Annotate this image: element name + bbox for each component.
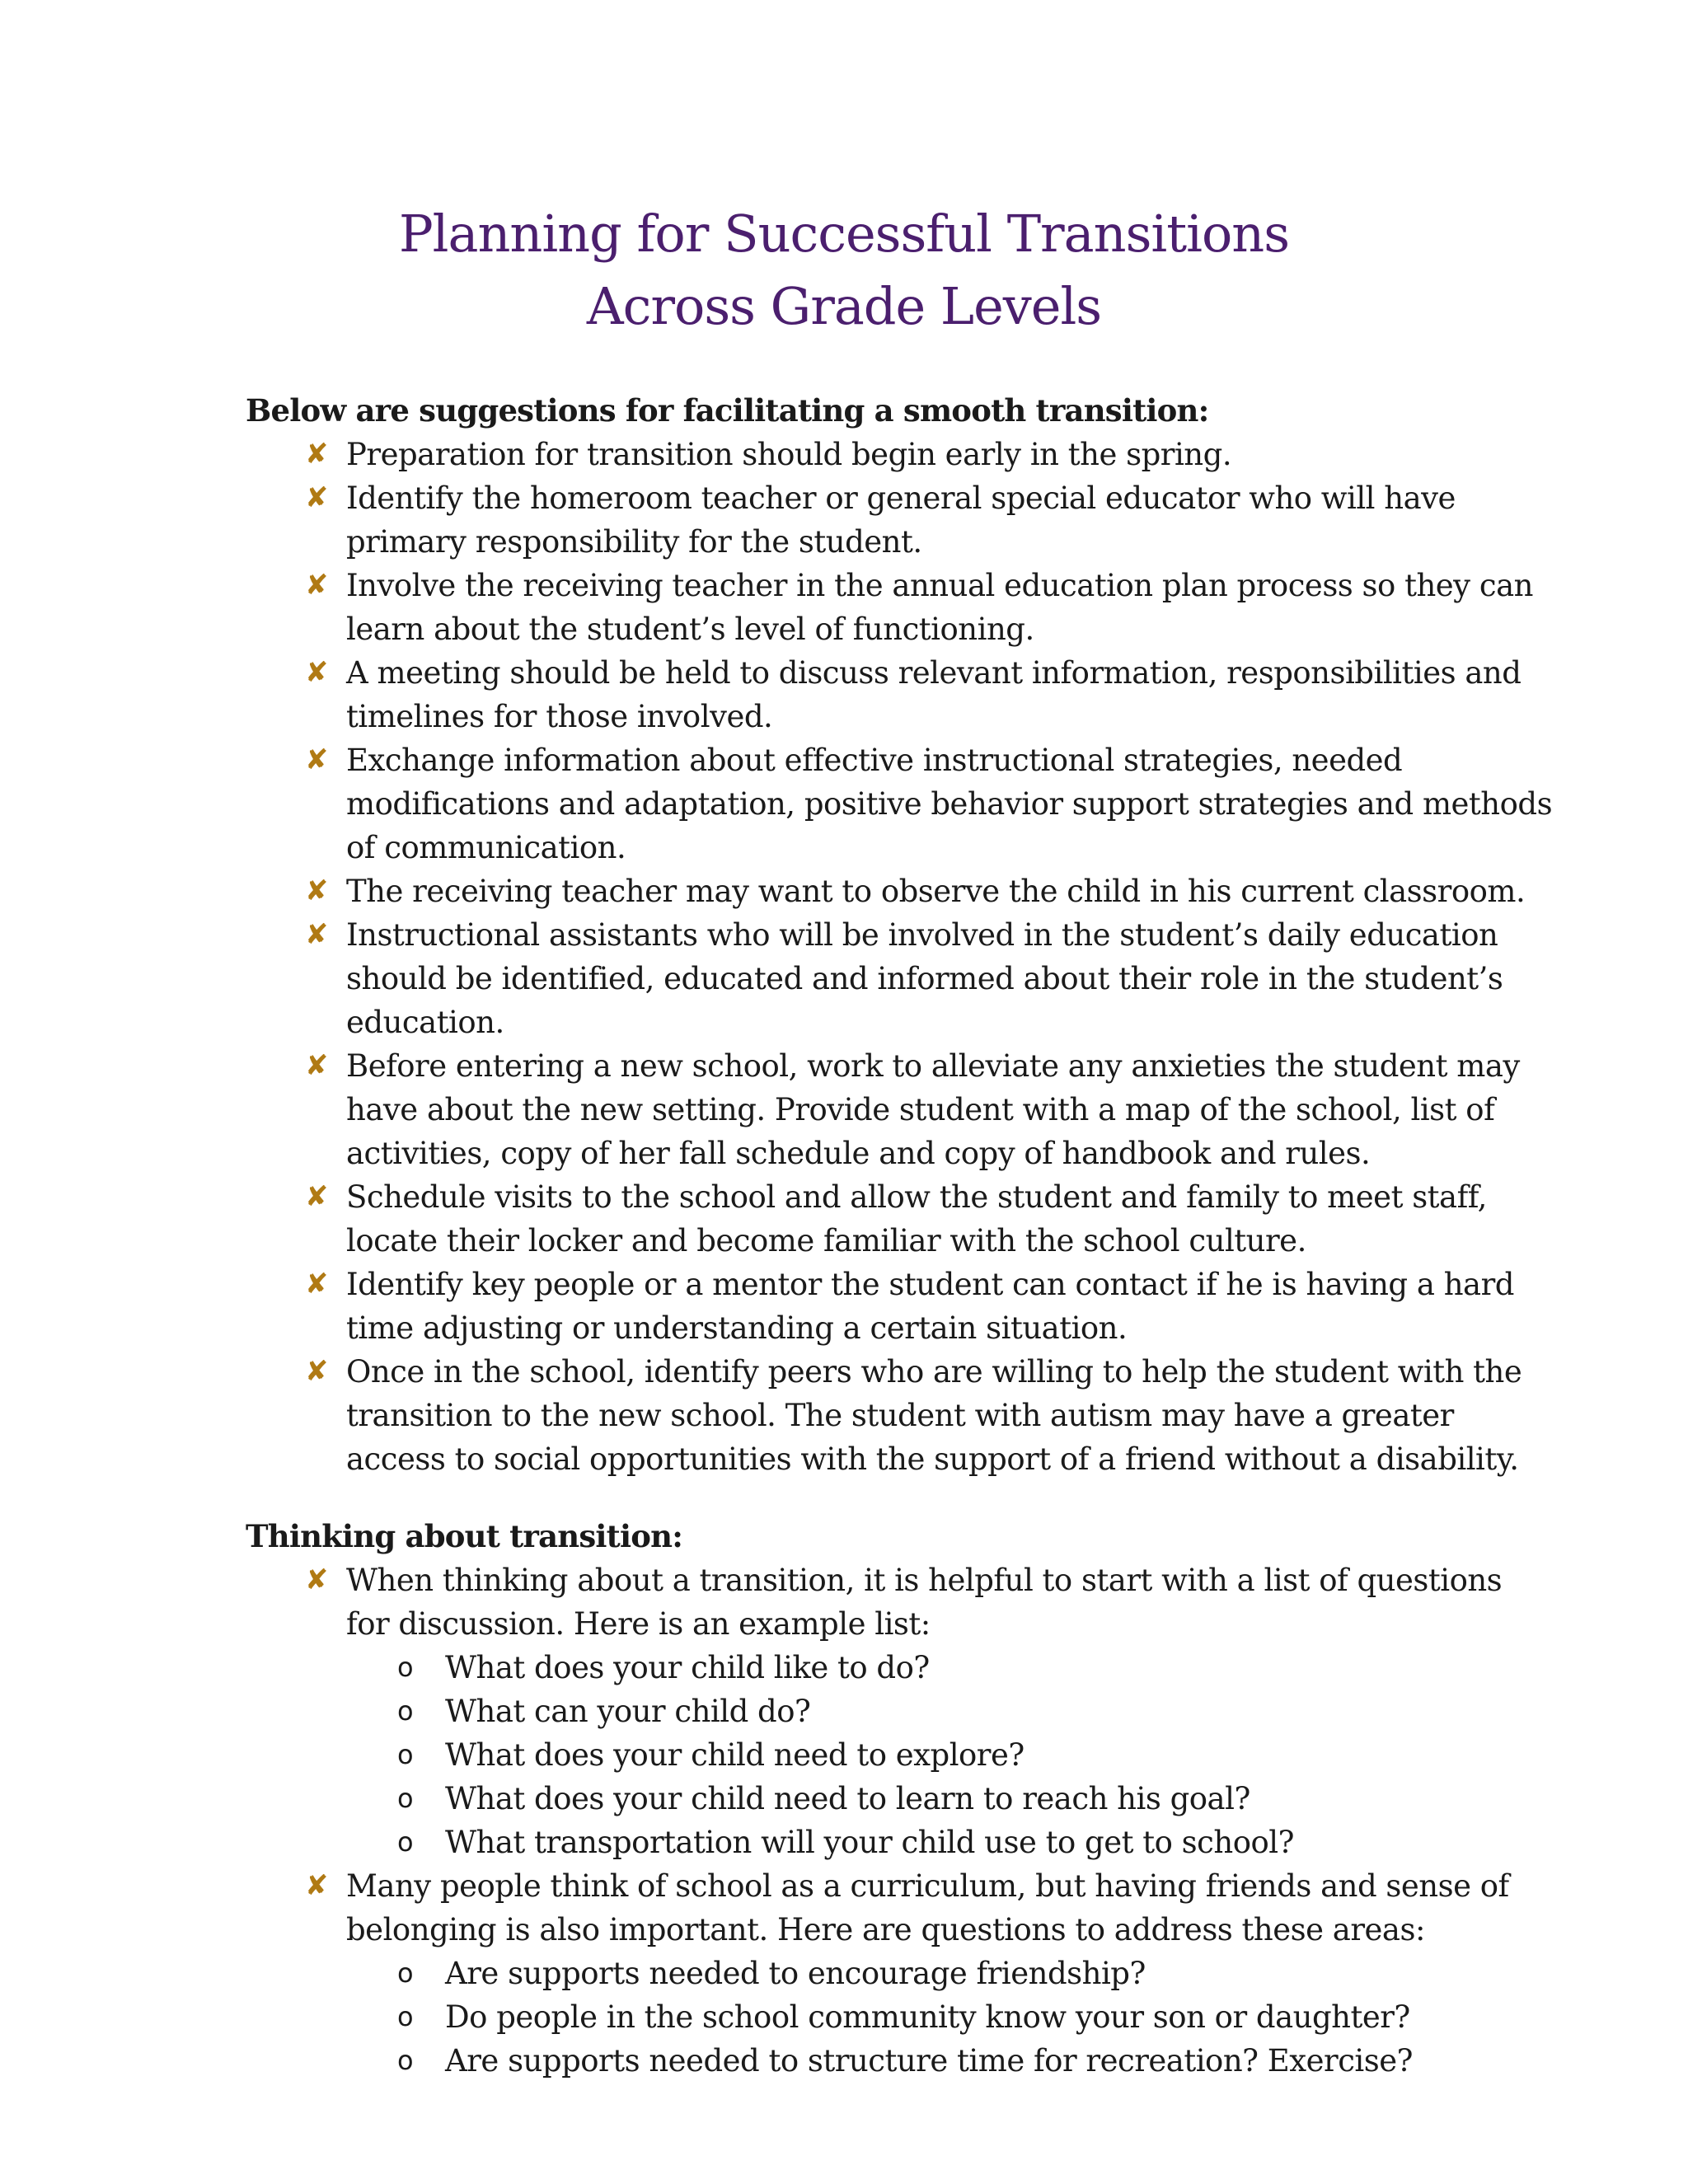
sub-list-item bbox=[397, 1995, 1465, 2039]
item-text-line: Preparation for transition should begin early in the spring. bbox=[346, 437, 1232, 472]
item-text-line: Identify the homeroom teacher or general special educator who will have bbox=[346, 480, 1456, 516]
item-text-line: locate their locker and become familiar with the school culture. bbox=[346, 1223, 1306, 1258]
sub-list bbox=[346, 1952, 1465, 2083]
item-text-line: Before entering a new school, work to alleviate any anxieties the student may bbox=[346, 1048, 1520, 1084]
list-item bbox=[305, 1263, 1514, 1350]
item-text-line: for discussion. Here is an example list: bbox=[346, 1606, 931, 1642]
item-text-line: Identify key people or a mentor the student can contact if he is having a hard bbox=[346, 1267, 1514, 1302]
hollow-circle-icon: o bbox=[397, 1783, 414, 1814]
x-mark-icon: ✘ bbox=[305, 1180, 328, 1213]
list-item bbox=[305, 476, 1465, 564]
hollow-circle-icon: o bbox=[397, 2001, 414, 2032]
hollow-circle-icon: o bbox=[397, 1826, 414, 1858]
sub-list-item bbox=[397, 1777, 1465, 1821]
list-item bbox=[305, 913, 1503, 1044]
item-text-line: timelines for those involved. bbox=[346, 699, 773, 734]
hollow-circle-icon: o bbox=[397, 1652, 414, 1683]
list-item bbox=[305, 1175, 1487, 1263]
item-text-line: Involve the receiving teacher in the annual education plan process so they can bbox=[346, 568, 1533, 603]
title-line-1: Planning for Successful Transitions bbox=[398, 204, 1290, 264]
x-mark-icon: ✘ bbox=[305, 1049, 328, 1082]
list-item bbox=[305, 1864, 1509, 2083]
sub-item-text: Are supports needed to structure time for recreation? Exercise? bbox=[445, 2043, 1413, 2079]
sub-item-text: What does your child need to explore? bbox=[445, 1737, 1025, 1773]
x-mark-icon: ✘ bbox=[305, 874, 328, 907]
sub-list bbox=[346, 1646, 1465, 1864]
item-text-line: should be identified, educated and informed about their role in the student’s bbox=[346, 961, 1503, 996]
sub-item-text: What can your child do? bbox=[445, 1694, 811, 1729]
suggestions-list bbox=[246, 433, 1553, 1481]
item-text-line: modifications and adaptation, positive behavior support strategies and methods bbox=[346, 786, 1553, 822]
item-text-line: access to social opportunities with the support of a friend without a disability. bbox=[346, 1441, 1519, 1477]
title-line-2: Across Grade Levels bbox=[586, 276, 1102, 336]
sub-item-text: What transportation will your child use to get to school? bbox=[445, 1825, 1294, 1860]
list-item bbox=[305, 1350, 1522, 1481]
list-item bbox=[305, 1558, 1503, 1864]
item-text-line: education. bbox=[346, 1005, 504, 1040]
section-thinking bbox=[246, 1515, 1509, 2083]
sub-list-item bbox=[397, 1821, 1465, 1864]
sub-list-item bbox=[397, 2039, 1465, 2083]
x-mark-icon: ✘ bbox=[305, 1268, 328, 1301]
hollow-circle-icon: o bbox=[397, 1695, 414, 1727]
x-mark-icon: ✘ bbox=[305, 1563, 328, 1596]
item-text-line: The receiving teacher may want to observe the child in his current classroom. bbox=[346, 874, 1526, 909]
list-item bbox=[305, 433, 1465, 476]
hollow-circle-icon: o bbox=[397, 1739, 414, 1770]
x-mark-icon: ✘ bbox=[305, 918, 328, 951]
x-mark-icon: ✘ bbox=[305, 656, 328, 689]
item-text-line: have about the new setting. Provide student with a map of the school, list of bbox=[346, 1092, 1495, 1127]
x-mark-icon: ✘ bbox=[305, 481, 328, 514]
sub-item-text: What does your child like to do? bbox=[445, 1650, 930, 1685]
item-text-line: Many people think of school as a curriculum, but having friends and sense of bbox=[346, 1868, 1509, 1904]
x-mark-icon: ✘ bbox=[305, 1355, 328, 1388]
x-mark-icon: ✘ bbox=[305, 569, 328, 602]
page-title bbox=[0, 198, 1688, 343]
item-text-line: When thinking about a transition, it is helpful to start with a list of questions bbox=[346, 1563, 1503, 1598]
list-item bbox=[305, 564, 1533, 651]
list-item bbox=[305, 1044, 1520, 1175]
sub-item-text: Are supports needed to encourage friendship? bbox=[445, 1956, 1146, 1991]
section-heading: Thinking about transition: bbox=[246, 1518, 683, 1554]
sub-list-item bbox=[397, 1690, 1465, 1733]
sub-list-item bbox=[397, 1646, 1465, 1690]
item-text-line: belonging is also important. Here are questions to address these areas: bbox=[346, 1912, 1425, 1947]
hollow-circle-icon: o bbox=[397, 1957, 414, 1989]
list-item bbox=[305, 869, 1526, 913]
sub-item-text: Do people in the school community know your son or daughter? bbox=[445, 1999, 1410, 2035]
item-text-line: of communication. bbox=[346, 830, 626, 865]
thinking-list bbox=[246, 1558, 1509, 2083]
sub-list-item bbox=[397, 1952, 1465, 1995]
item-text-line: time adjusting or understanding a certain situation. bbox=[346, 1310, 1128, 1346]
item-text-line: transition to the new school. The student with autism may have a greater bbox=[346, 1398, 1454, 1433]
section-heading: Below are suggestions for facilitating a smooth transition: bbox=[246, 392, 1209, 429]
item-text-line: primary responsibility for the student. bbox=[346, 524, 922, 560]
list-item bbox=[305, 738, 1553, 869]
item-text-line: Instructional assistants who will be involved in the student’s daily education bbox=[346, 917, 1498, 953]
item-text-line: activities, copy of her fall schedule and copy of handbook and rules. bbox=[346, 1136, 1371, 1171]
x-mark-icon: ✘ bbox=[305, 743, 328, 776]
hollow-circle-icon: o bbox=[397, 2045, 414, 2076]
sub-list-item bbox=[397, 1733, 1465, 1777]
item-text-line: learn about the student’s level of functioning. bbox=[346, 612, 1034, 647]
x-mark-icon: ✘ bbox=[305, 438, 328, 471]
item-text-line: A meeting should be held to discuss relevant information, responsibilities and bbox=[346, 655, 1522, 691]
item-text-line: Schedule visits to the school and allow the student and family to meet staff, bbox=[346, 1179, 1487, 1215]
sub-item-text: What does your child need to learn to reach his goal? bbox=[445, 1781, 1250, 1816]
item-text-line: Once in the school, identify peers who are willing to help the student with the bbox=[346, 1354, 1522, 1390]
item-text-line: Exchange information about effective instructional strategies, needed bbox=[346, 743, 1403, 778]
x-mark-icon: ✘ bbox=[305, 1869, 328, 1902]
section-suggestions bbox=[246, 389, 1553, 1481]
list-item bbox=[305, 651, 1522, 738]
